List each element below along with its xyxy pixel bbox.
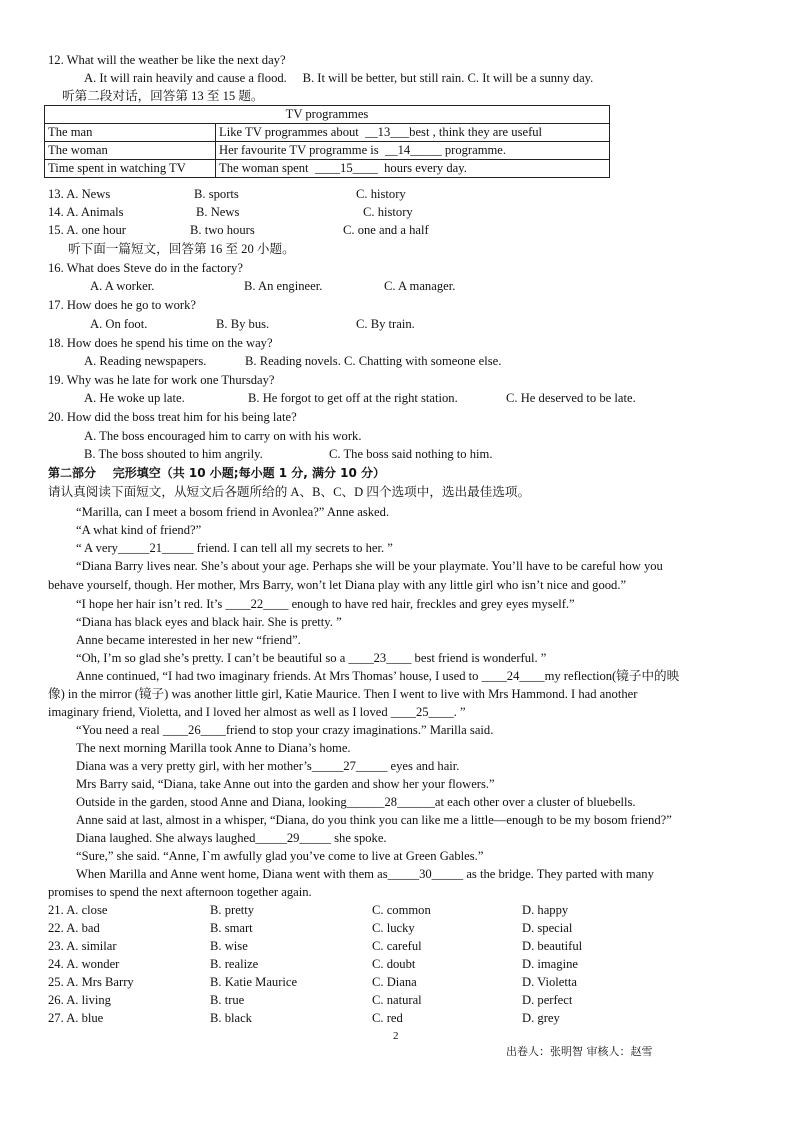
option-c: C. one and a half <box>343 223 429 237</box>
option-d: D. grey <box>522 1011 560 1025</box>
option-d: D. Violetta <box>522 975 577 989</box>
passage-line: Mrs Barry said, “Diana, take Anne out into the garden and show her your flowers.” <box>76 777 495 791</box>
table-cell-text: Her favourite TV programme is __14_____ programme. <box>216 142 610 160</box>
q20-option-a: A. The boss encouraged him to carry on with his work. <box>84 429 362 443</box>
option-a: 14. A. Animals <box>48 205 124 219</box>
passage-line: Diana was a very pretty girl, with her mother’s_____27_____ eyes and hair. <box>76 759 460 773</box>
q18-stem: 18. How does he spend his time on the way? <box>48 336 273 350</box>
option-d: D. special <box>522 921 573 935</box>
footer-credits: 出卷人：张明智 审核人：赵雪 <box>506 1045 653 1058</box>
option-a: 26. A. living <box>48 993 111 1007</box>
option-a: A. A worker. <box>90 279 155 293</box>
tv-programmes-table <box>44 105 610 178</box>
option-c: C. A manager. <box>384 279 456 293</box>
q16-stem: 16. What does Steve do in the factory? <box>48 261 243 275</box>
option-c: C. history <box>363 205 413 219</box>
option-a: 25. A. Mrs Barry <box>48 975 134 989</box>
passage-line: 像) in the mirror (镜子) was another little girl, Katie Maurice. Then I went to live with Mrs Hammond. I had another <box>48 687 638 701</box>
option-b: B. Reading novels. C. Chatting with someone else. <box>245 354 502 368</box>
option-c: C. By train. <box>356 317 415 331</box>
passage-line: “Sure,” she said. “Anne, I`m awfully glad you’ve come to live at Green Gables.” <box>76 849 484 863</box>
q17-stem: 17. How does he go to work? <box>48 298 196 312</box>
passage-line: The next morning Marilla took Anne to Diana’s home. <box>76 741 351 755</box>
section2-instruction: 听第二段对话，回答第 13 至 15 题。 <box>62 89 264 103</box>
passage-line: “ A very_____21_____ friend. I can tell all my secrets to her. ” <box>76 541 393 555</box>
page-number: 2 <box>393 1030 399 1042</box>
passage-line: Outside in the garden, stood Anne and Diana, looking______28______at each other over a cluster of bluebells. <box>76 795 636 809</box>
option-c: C. history <box>356 187 406 201</box>
passage-line: When Marilla and Anne went home, Diana went with them as_____30_____ as the bridge. They parted with many <box>76 867 654 881</box>
option-a: 13. A. News <box>48 187 111 201</box>
option-c: C. lucky <box>372 921 415 935</box>
option-d: D. imagine <box>522 957 578 971</box>
option-d: D. happy <box>522 903 569 917</box>
option-c: C. He deserved to be late. <box>506 391 636 405</box>
tv-table-title: TV programmes <box>45 106 610 124</box>
passage-line: “Diana has black eyes and black hair. She is pretty. ” <box>76 615 342 629</box>
q12-options: A. It will rain heavily and cause a flood. B. It will be better, but still rain. C. It will be a sunny day. <box>84 71 594 85</box>
passage-line: Anne continued, “I had two imaginary friends. At Mrs Thomas’ house, I used to ____24____my reflection(镜子中的映 <box>76 669 680 683</box>
passage-line: “Diana Barry lives near. She’s about your age. Perhaps she will be your playmate. You’ll have to be careful how you <box>76 559 663 573</box>
passage-line: Anne said at last, almost in a whisper, “Diana, do you think you can like me a little—enough to be my bosom friend?” <box>76 813 672 827</box>
option-a: A. Reading newspapers. <box>84 354 207 368</box>
q12-stem: 12. What will the weather be like the next day? <box>48 53 286 67</box>
table-row <box>45 124 610 142</box>
option-a: 27. A. blue <box>48 1011 104 1025</box>
option-c: C. Diana <box>372 975 417 989</box>
option-c: C. natural <box>372 993 422 1007</box>
option-a: 23. A. similar <box>48 939 117 953</box>
option-c: C. common <box>372 903 431 917</box>
passage-line: “You need a real ____26____friend to stop your crazy imaginations.” Marilla said. <box>76 723 494 737</box>
option-c: C. careful <box>372 939 422 953</box>
passage-instruction: 听下面一篇短文，回答第 16 至 20 小题。 <box>68 242 295 256</box>
passage-line: promises to spend the next afternoon together again. <box>48 885 312 899</box>
option-b: B. Katie Maurice <box>210 975 298 989</box>
option-a: A. He woke up late. <box>84 391 185 405</box>
option-a: 22. A. bad <box>48 921 100 935</box>
passage-line: “Marilla, can I meet a bosom friend in Avonlea?” Anne asked. <box>76 505 390 519</box>
option-a: A. On foot. <box>90 317 148 331</box>
part2-instruction: 请认真阅读下面短文，从短文后各题所给的 A、B、C、D 四个选项中，选出最佳选项。 <box>48 485 531 499</box>
part2-title: 第二部分 完形填空（共 10 小题;每小题 1 分, 满分 10 分） <box>48 466 386 480</box>
q20-stem: 20. How did the boss treat him for his being late? <box>48 410 297 424</box>
option-c: C. The boss said nothing to him. <box>329 447 493 461</box>
passage-line: “I hope her hair isn’t red. It’s ____22____ enough to have red hair, freckles and grey eyes myself.” <box>76 597 575 611</box>
passage-line: “Oh, I’m so glad she’s pretty. I can’t be beautiful so a ____23____ best friend is wonderful. ” <box>76 651 547 665</box>
option-b: B. true <box>210 993 245 1007</box>
option-b: B. black <box>210 1011 252 1025</box>
q19-stem: 19. Why was he late for work one Thursday? <box>48 373 275 387</box>
option-b: B. By bus. <box>216 317 270 331</box>
table-row <box>45 142 610 160</box>
option-b: B. He forgot to get off at the right station. <box>248 391 458 405</box>
option-d: D. beautiful <box>522 939 583 953</box>
table-cell-label: Time spent in watching TV <box>45 160 216 178</box>
passage-line: imaginary friend, Violetta, and I loved her almost as well as I loved ____25____. ” <box>48 705 466 719</box>
option-b: B. pretty <box>210 903 255 917</box>
option-a: 24. A. wonder <box>48 957 120 971</box>
table-cell-text: Like TV programmes about __13___best , think they are useful <box>216 124 610 142</box>
passage-line: “A what kind of friend?” <box>76 523 202 537</box>
passage-line: Anne became interested in her new “friend”. <box>76 633 301 647</box>
option-b: B. wise <box>210 939 248 953</box>
table-row <box>45 160 610 178</box>
option-b: B. realize <box>210 957 259 971</box>
table-cell-label: The woman <box>45 142 216 160</box>
passage-line: Diana laughed. She always laughed_____29_____ she spoke. <box>76 831 387 845</box>
option-d: D. perfect <box>522 993 573 1007</box>
option-c: C. red <box>372 1011 403 1025</box>
table-cell-label: The man <box>45 124 216 142</box>
option-a: 15. A. one hour <box>48 223 127 237</box>
option-b: B. The boss shouted to him angrily. <box>84 447 263 461</box>
option-a: 21. A. close <box>48 903 108 917</box>
option-b: B. News <box>196 205 240 219</box>
option-b: B. sports <box>194 187 239 201</box>
option-b: B. An engineer. <box>244 279 323 293</box>
passage-line: behave yourself, though. Her mother, Mrs Barry, won’t let Diana play with any little girl who isn’t nice and good.” <box>48 578 627 592</box>
option-b: B. two hours <box>190 223 255 237</box>
option-c: C. doubt <box>372 957 416 971</box>
option-b: B. smart <box>210 921 253 935</box>
table-cell-text: The woman spent ____15____ hours every day. <box>216 160 610 178</box>
